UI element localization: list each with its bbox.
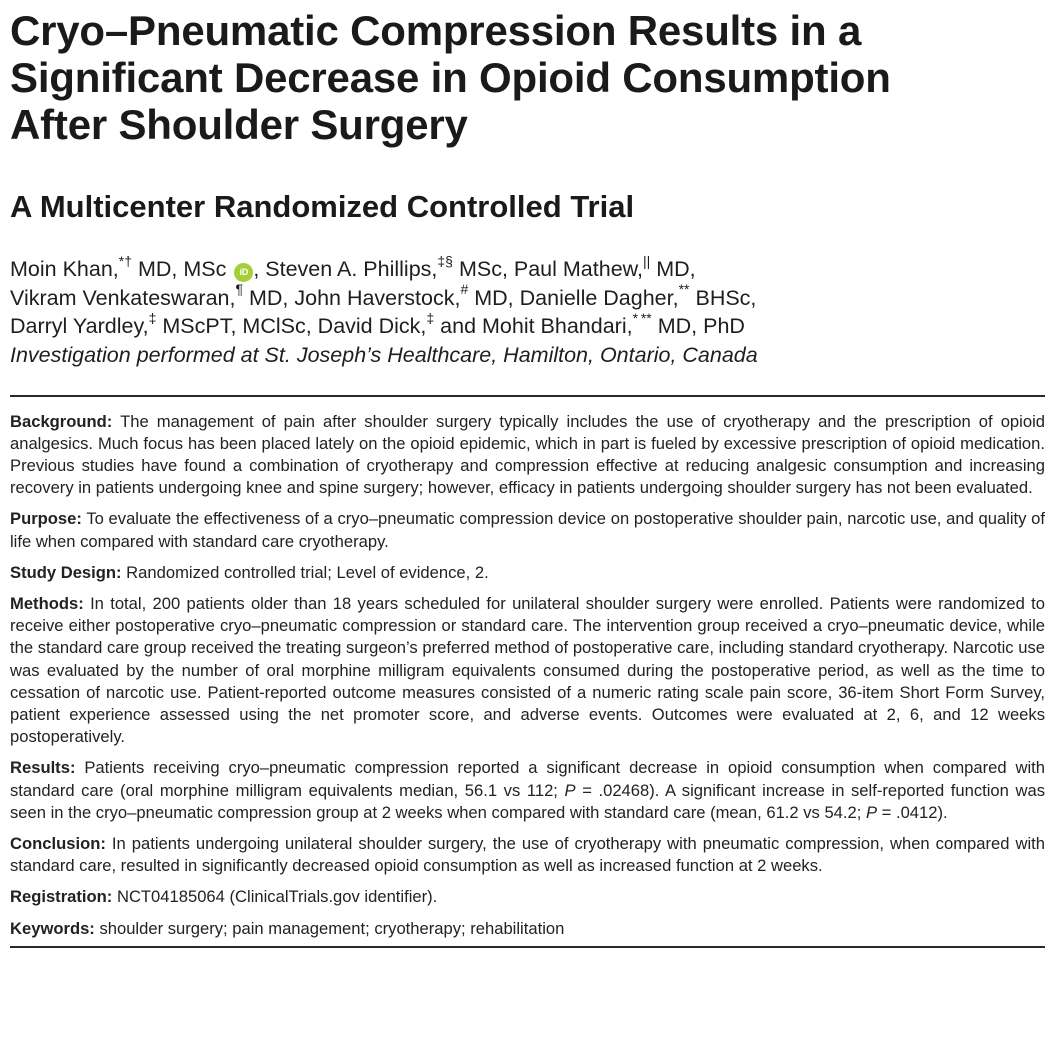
abstract-keywords — [10, 918, 1045, 940]
author-degrees: MD, PhD — [651, 314, 745, 338]
affiliation-mark: ** — [678, 281, 690, 298]
author-degrees: MD, MSc — [132, 257, 227, 281]
author-name: Darryl Yardley, — [10, 314, 149, 338]
orcid-icon[interactable]: iD — [234, 263, 253, 282]
section-label: Conclusion: — [10, 833, 106, 853]
author-name: Moin Khan, — [10, 257, 119, 281]
affiliation-mark: * ** — [632, 309, 652, 326]
section-text: In patients undergoing unilateral shoulder surgery, the use of cryotherapy with pneumatic compression, when compared with standard care, resulted in significantly decreased opioid consumption as well as increased function at 2 weeks. — [10, 833, 1045, 876]
affiliation-mark: ‡ — [148, 309, 157, 326]
author-degrees: MD, Danielle Dagher, — [468, 285, 679, 310]
section-label: Results: — [10, 758, 76, 778]
abstract-registration — [10, 886, 1045, 908]
affiliation-mark: || — [642, 252, 651, 269]
section-label: Keywords: — [10, 918, 95, 938]
section-label: Purpose: — [10, 509, 82, 529]
section-text: = .0412). — [877, 802, 948, 822]
institution-note: Investigation performed at St. Joseph’s Healthcare, Hamilton, Ontario, Canada — [10, 342, 758, 367]
abstract-conclusion — [10, 833, 1045, 877]
section-label: Methods: — [10, 593, 84, 613]
author-degrees: MD, — [650, 257, 696, 281]
abstract-purpose — [10, 508, 1045, 552]
abstract-bottom-rule — [10, 946, 1045, 948]
keywords-text: shoulder surgery; pain management; cryotherapy; rehabilitation — [94, 918, 565, 938]
author-degrees: and Mohit Bhandari, — [434, 314, 633, 338]
section-text: In total, 200 patients older than 18 years scheduled for unilateral shoulder surgery were enrolled. Patients were randomized to receive either postoperative cryo–pneumatic compression or standard care. The intervention group received a cryo–pneumatic device, while the standard care group received the treating surgeon’s preferred method of postoperative care, including standard cryotherapy. Narcotic use was evaluated by the number of oral morphine milligram equivalents consumed during the postoperative period, as well as the time to cessation of narcotic use. Patient-reported outcome measures consisted of a numeric rating scale pain score, 36-item Short Form Survey, patient experience assessed using the net promoter score, and adverse events. Outcomes were evaluated at 2, 6, and 12 weeks postoperatively. — [10, 593, 1045, 747]
affiliation-mark: # — [460, 281, 469, 298]
section-text: Randomized controlled trial; Level of evidence, 2. — [121, 562, 489, 582]
author-name: , Steven A. Phillips, — [253, 257, 438, 281]
section-text: = .02468). A significant increase in self-reported function was seen in the cryo–pneumatic compression group at 2 weeks when compared with standard care (mean, 61.2 vs 54.2; — [10, 780, 1045, 822]
article-first-page — [10, 0, 1045, 948]
abstract-methods — [10, 593, 1045, 748]
registration-text: NCT04185064 (ClinicalTrials.gov identifier). — [112, 887, 438, 907]
affiliation-mark: ‡ — [426, 309, 435, 326]
author-degrees: MScPT, MClSc, David Dick, — [156, 314, 427, 338]
article-title: Cryo–Pneumatic Compression Results in a Significant Decrease in Opioid Consumption After Shoulder Surgery — [10, 7, 891, 148]
affiliation-mark: ¶ — [235, 281, 243, 298]
affiliation-mark: *† — [118, 252, 132, 269]
affiliation-mark: ‡§ — [437, 252, 453, 269]
author-degrees: BHSc, — [689, 285, 757, 310]
abstract-background — [10, 411, 1045, 500]
section-label: Study Design: — [10, 562, 122, 582]
author-list — [10, 252, 910, 341]
section-label: Registration: — [10, 887, 113, 907]
p-value-symbol: P — [865, 802, 878, 822]
section-label: Background: — [10, 411, 113, 431]
abstract-results — [10, 757, 1045, 824]
abstract-study-design — [10, 562, 1045, 584]
section-text: The management of pain after shoulder surgery typically includes the use of cryotherapy and the prescription of opioid analgesics. Much focus has been placed lately on the opioid epidemic, which in part is fueled by excessive prescription of opioid medication. Previous studies have found a combination of cryotherapy and compression effective at reducing analgesic consumption and increasing recovery in patients undergoing knee and spine surgery; however, efficacy in patients undergoing shoulder surgery has not been evaluated. — [10, 411, 1045, 498]
section-text: Patients receiving cryo–pneumatic compression reported a significant decrease in opioid consumption when compared with standard care (oral morphine milligram equivalents median, 56.1 vs 112; — [10, 758, 1045, 800]
article-subtitle: A Multicenter Randomized Controlled Trial — [10, 189, 635, 224]
author-degrees: MSc, Paul Mathew, — [452, 257, 643, 281]
p-value-symbol: P — [564, 780, 576, 800]
section-text: To evaluate the effectiveness of a cryo–pneumatic compression device on postoperative shoulder pain, narcotic use, and quality of life when compared with standard care cryotherapy. — [10, 509, 1045, 551]
abstract — [10, 397, 1045, 940]
author-degrees: MD, John Haverstock, — [243, 285, 461, 310]
author-name: Vikram Venkateswaran, — [10, 285, 236, 310]
